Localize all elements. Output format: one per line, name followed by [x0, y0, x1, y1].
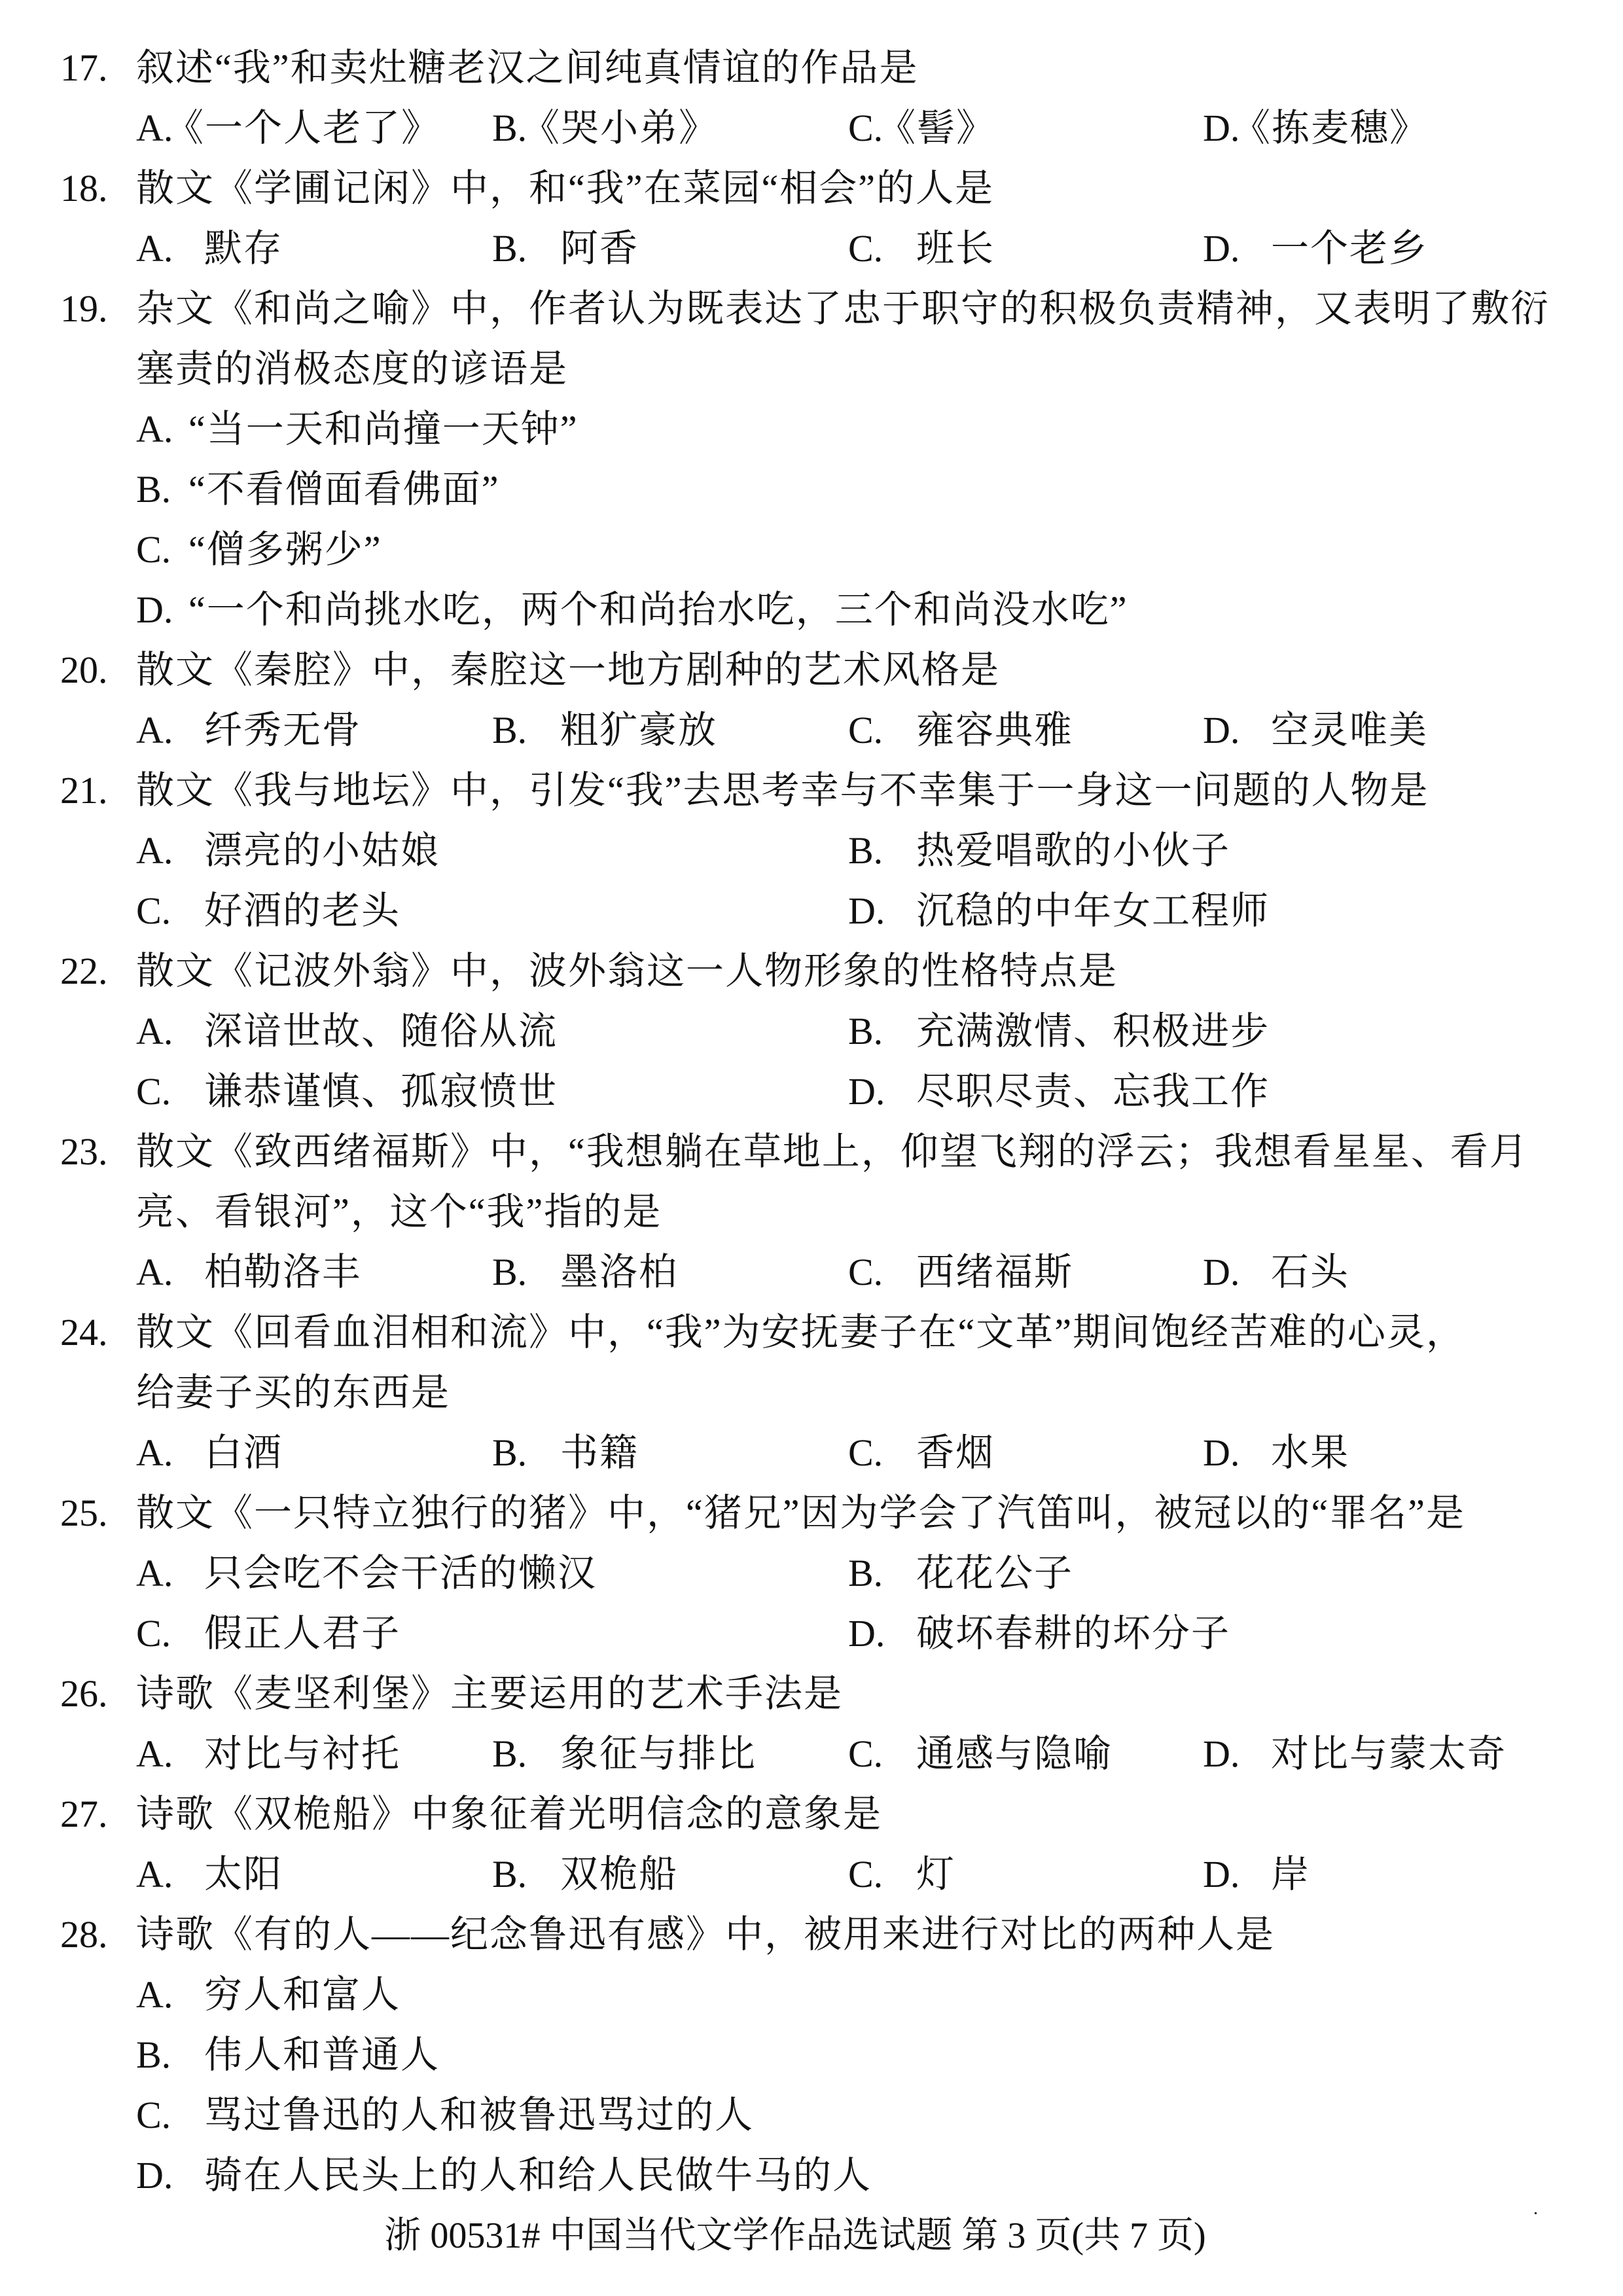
- question-text: 散文《秦腔》中，秦腔这一地方剧种的艺术风格是: [136, 649, 1001, 691]
- option-text: 白酒: [204, 1431, 283, 1474]
- option-label: C.: [848, 1732, 883, 1775]
- option-text: 通感与隐喻: [916, 1732, 1113, 1775]
- option-text: 穷人和富人: [204, 1973, 401, 2016]
- option-label: B.: [492, 1251, 527, 1293]
- question-28-option-d-row: [0, 2145, 1623, 2206]
- question-17-stem: [0, 38, 1623, 98]
- option-d: [1203, 700, 1428, 761]
- question-23-stem: [0, 1122, 1623, 1182]
- option-label: A.: [136, 227, 173, 270]
- option-d: [848, 1604, 1230, 1664]
- option-text: 骑在人民头上的人和给人民做牛马的人: [204, 2154, 872, 2197]
- question-24-options: [0, 1423, 1623, 1483]
- option-text: 灯: [916, 1853, 956, 1895]
- question-20-stem: [0, 640, 1623, 700]
- option-label: A.: [136, 709, 173, 751]
- option-b: [136, 459, 500, 520]
- option-text: 《哭小弟》: [522, 107, 719, 149]
- option-label: A.: [136, 1010, 173, 1052]
- option-label: C.: [848, 107, 883, 149]
- option-c: [136, 1062, 558, 1122]
- question-28-option-b-row: [0, 2025, 1623, 2085]
- option-d: [848, 1062, 1270, 1122]
- question-text: 亮、看银河”，这个“我”指的是: [136, 1191, 662, 1233]
- option-label: B.: [492, 1732, 527, 1775]
- option-text: “不看僧面看佛面”: [188, 468, 500, 511]
- option-text: 班长: [916, 227, 995, 270]
- option-b: [492, 98, 718, 158]
- question-19-option-a-row: [0, 399, 1623, 459]
- option-text: 《拣麦穗》: [1232, 107, 1429, 149]
- option-label: C.: [136, 528, 171, 571]
- option-label: D.: [1203, 1732, 1240, 1775]
- option-label: D.: [1203, 709, 1240, 751]
- option-text: 默存: [204, 227, 283, 270]
- option-c: [136, 881, 401, 941]
- option-text: 双桅船: [560, 1853, 679, 1895]
- option-text: 粗犷豪放: [560, 709, 718, 751]
- option-label: C.: [848, 1251, 883, 1293]
- option-label: D.: [848, 1612, 885, 1655]
- question-text: 叙述“我”和卖灶糖老汉之间纯真情谊的作品是: [136, 46, 919, 89]
- question-21-stem: [0, 761, 1623, 821]
- option-label: A.: [136, 107, 173, 149]
- question-text: 给妻子买的东西是: [136, 1371, 451, 1414]
- question-text: 杂文《和尚之喻》中，作者认为既表达了忠于职守的积极负责精神，又表明了敷衍: [136, 287, 1550, 330]
- option-c: [848, 1724, 1113, 1784]
- option-label: A.: [136, 1732, 173, 1775]
- option-text: “当一天和尚撞一天钟”: [188, 408, 579, 450]
- option-label: C.: [848, 1431, 883, 1474]
- option-text: 水果: [1271, 1431, 1350, 1474]
- question-19-option-c-row: [0, 520, 1623, 580]
- option-label: C.: [136, 889, 171, 932]
- option-text: 墨洛柏: [560, 1251, 679, 1293]
- option-label: A.: [136, 1973, 173, 2016]
- question-list: [0, 38, 1623, 2206]
- question-27-stem: [0, 1784, 1623, 1844]
- option-d: [1203, 98, 1429, 158]
- option-label: C.: [136, 2094, 171, 2136]
- option-text: 象征与排比: [560, 1732, 757, 1775]
- option-label: A.: [136, 829, 173, 872]
- question-19-option-b-row: [0, 459, 1623, 520]
- question-number: 25.: [60, 1492, 108, 1534]
- question-text: 散文《学圃记闲》中，和“我”在菜园“相会”的人是: [136, 167, 994, 209]
- question-24-stem: [0, 1302, 1623, 1363]
- option-label: B.: [492, 1431, 527, 1474]
- question-23-stem-continued: [0, 1182, 1623, 1242]
- option-label: D.: [1203, 1251, 1240, 1293]
- question-20-options: [0, 700, 1623, 761]
- question-27-options: [0, 1844, 1623, 1905]
- option-d: [136, 2145, 872, 2206]
- option-text: 岸: [1271, 1853, 1311, 1895]
- question-26-stem: [0, 1664, 1623, 1724]
- option-a: [136, 98, 440, 158]
- question-25-stem: [0, 1483, 1623, 1543]
- option-label: D.: [848, 1070, 885, 1113]
- option-b: [492, 219, 639, 279]
- option-text: 一个老乡: [1271, 227, 1429, 270]
- question-number: 26.: [60, 1672, 108, 1715]
- option-label: C.: [848, 709, 883, 751]
- question-21-options-cd: [0, 881, 1623, 941]
- option-label: C.: [136, 1612, 171, 1655]
- question-text: 散文《回看血泪相和流》中，“我”为安抚妻子在“文革”期间饱经苦难的心灵，: [136, 1311, 1465, 1354]
- question-23-options: [0, 1242, 1623, 1302]
- option-text: 石头: [1271, 1251, 1350, 1293]
- option-label: C.: [136, 1070, 171, 1113]
- option-label: D.: [136, 2154, 173, 2197]
- option-text: 好酒的老头: [204, 889, 401, 932]
- option-c: [848, 1242, 1073, 1302]
- question-number: 19.: [60, 287, 108, 330]
- option-label: C.: [848, 1853, 883, 1895]
- question-number: 24.: [60, 1311, 108, 1354]
- option-label: A.: [136, 408, 173, 450]
- option-b: [848, 821, 1230, 881]
- option-text: 热爱唱歌的小伙子: [916, 829, 1231, 872]
- option-label: D.: [1203, 107, 1240, 149]
- option-label: D.: [1203, 1431, 1240, 1474]
- option-label: B.: [492, 107, 527, 149]
- scan-speck: [1535, 2212, 1537, 2214]
- option-d: [1203, 219, 1428, 279]
- question-25-options-ab: [0, 1543, 1623, 1604]
- option-text: 破坏春耕的坏分子: [916, 1612, 1231, 1655]
- option-label: A.: [136, 1552, 173, 1594]
- option-label: B.: [492, 1853, 527, 1895]
- option-a: [136, 1844, 283, 1905]
- question-number: 18.: [60, 167, 108, 209]
- option-c: [848, 1423, 995, 1483]
- question-number: 28.: [60, 1913, 108, 1956]
- option-text: 谦恭谨慎、孤寂愤世: [204, 1070, 558, 1113]
- option-text: 花花公子: [916, 1552, 1074, 1594]
- option-b: [492, 1724, 757, 1784]
- option-label: B.: [848, 829, 883, 872]
- question-number: 20.: [60, 649, 108, 691]
- option-d: [1203, 1724, 1507, 1784]
- option-a: [136, 1543, 597, 1604]
- option-text: 《一个人老了》: [166, 107, 441, 149]
- option-label: A.: [136, 1251, 173, 1293]
- option-text: 假正人君子: [204, 1612, 401, 1655]
- option-a: [136, 1001, 558, 1062]
- question-text: 散文《记波外翁》中，波外翁这一人物形象的性格特点是: [136, 950, 1118, 992]
- option-d: [1203, 1844, 1310, 1905]
- option-text: 纤秀无骨: [204, 709, 362, 751]
- option-text: 骂过鲁迅的人和被鲁迅骂过的人: [204, 2094, 755, 2136]
- question-28-option-c-row: [0, 2085, 1623, 2145]
- question-text: 诗歌《双桅船》中象征着光明信念的意象是: [136, 1793, 883, 1835]
- option-c: [136, 2085, 754, 2145]
- question-22-options-cd: [0, 1062, 1623, 1122]
- option-text: 只会吃不会干活的懒汉: [204, 1552, 597, 1594]
- option-text: 香烟: [916, 1431, 995, 1474]
- question-26-options: [0, 1724, 1623, 1784]
- question-text: 散文《一只特立独行的猪》中，“猪兄”因为学会了汽笛叫，被冠以的“罪名”是: [136, 1492, 1465, 1534]
- option-b: [848, 1001, 1270, 1062]
- option-text: 对比与蒙太奇: [1271, 1732, 1507, 1775]
- question-17-options: [0, 98, 1623, 158]
- option-label: B.: [492, 709, 527, 751]
- question-text: 散文《我与地坛》中，引发“我”去思考幸与不幸集于一身这一问题的人物是: [136, 769, 1429, 812]
- option-label: D.: [136, 588, 173, 631]
- option-c: [848, 1844, 955, 1905]
- question-number: 17.: [60, 46, 108, 89]
- option-a: [136, 821, 440, 881]
- option-b: [492, 1242, 678, 1302]
- option-text: 西绪福斯: [916, 1251, 1074, 1293]
- question-number: 23.: [60, 1130, 108, 1173]
- option-text: 漂亮的小姑娘: [204, 829, 440, 872]
- option-c: [848, 700, 1073, 761]
- question-19-stem: [0, 279, 1623, 339]
- option-label: B.: [136, 468, 171, 511]
- option-b: [492, 700, 717, 761]
- option-a: [136, 1965, 401, 2025]
- option-label: B.: [848, 1010, 883, 1052]
- option-text: 书籍: [560, 1431, 639, 1474]
- question-text: 诗歌《有的人——纪念鲁迅有感》中，被用来进行对比的两种人是: [136, 1913, 1275, 1956]
- option-text: 尽职尽责、忘我工作: [916, 1070, 1270, 1113]
- option-a: [136, 1724, 401, 1784]
- option-b: [848, 1543, 1073, 1604]
- question-number: 22.: [60, 950, 108, 992]
- option-text: “一个和尚挑水吃，两个和尚抬水吃，三个和尚没水吃”: [188, 588, 1128, 631]
- option-text: 雍容典雅: [916, 709, 1074, 751]
- option-text: 阿香: [560, 227, 639, 270]
- question-28-stem: [0, 1905, 1623, 1965]
- question-19-option-d-row: [0, 580, 1623, 640]
- question-19-stem-continued: [0, 339, 1623, 399]
- option-d: [848, 881, 1270, 941]
- question-22-stem: [0, 941, 1623, 1001]
- option-text: 空灵唯美: [1271, 709, 1429, 751]
- option-b: [136, 2025, 440, 2085]
- option-c: [848, 98, 995, 158]
- option-d: [136, 580, 1128, 640]
- option-text: “僧多粥少”: [188, 528, 382, 571]
- question-18-options: [0, 219, 1623, 279]
- question-number: 21.: [60, 769, 108, 812]
- option-text: 沉稳的中年女工程师: [916, 889, 1270, 932]
- option-label: B.: [848, 1552, 883, 1594]
- option-label: D.: [1203, 1853, 1240, 1895]
- question-number: 27.: [60, 1793, 108, 1835]
- option-label: D.: [848, 889, 885, 932]
- option-d: [1203, 1242, 1349, 1302]
- option-c: [848, 219, 995, 279]
- page-footer: 浙 00531# 中国当代文学作品选试题 第 3 页(共 7 页): [384, 2215, 1206, 2256]
- question-28-option-a-row: [0, 1965, 1623, 2025]
- option-text: 充满激情、积极进步: [916, 1010, 1270, 1052]
- option-label: B.: [136, 2034, 171, 2076]
- option-text: 《髻》: [878, 107, 996, 149]
- option-text: 伟人和普通人: [204, 2034, 440, 2076]
- option-text: 深谙世故、随俗从流: [204, 1010, 558, 1052]
- option-a: [136, 219, 283, 279]
- option-b: [492, 1423, 639, 1483]
- option-label: D.: [1203, 227, 1240, 270]
- option-label: C.: [848, 227, 883, 270]
- option-text: 太阳: [204, 1853, 283, 1895]
- question-21-options-ab: [0, 821, 1623, 881]
- option-c: [136, 1604, 401, 1664]
- option-label: B.: [492, 227, 527, 270]
- option-label: A.: [136, 1853, 173, 1895]
- question-25-options-cd: [0, 1604, 1623, 1664]
- question-text: 塞责的消极态度的谚语是: [136, 348, 569, 390]
- question-text: 散文《致西绪福斯》中，“我想躺在草地上，仰望飞翔的浮云；我想看星星、看月: [136, 1130, 1529, 1173]
- option-a: [136, 1242, 361, 1302]
- option-d: [1203, 1423, 1349, 1483]
- question-18-stem: [0, 158, 1623, 219]
- question-24-stem-continued: [0, 1363, 1623, 1423]
- question-text: 诗歌《麦坚利堡》主要运用的艺术手法是: [136, 1672, 844, 1715]
- option-c: [136, 520, 382, 580]
- option-a: [136, 399, 579, 459]
- option-label: A.: [136, 1431, 173, 1474]
- option-text: 柏勒洛丰: [204, 1251, 362, 1293]
- option-a: [136, 1423, 283, 1483]
- option-text: 对比与衬托: [204, 1732, 401, 1775]
- question-22-options-ab: [0, 1001, 1623, 1062]
- option-b: [492, 1844, 678, 1905]
- option-a: [136, 700, 361, 761]
